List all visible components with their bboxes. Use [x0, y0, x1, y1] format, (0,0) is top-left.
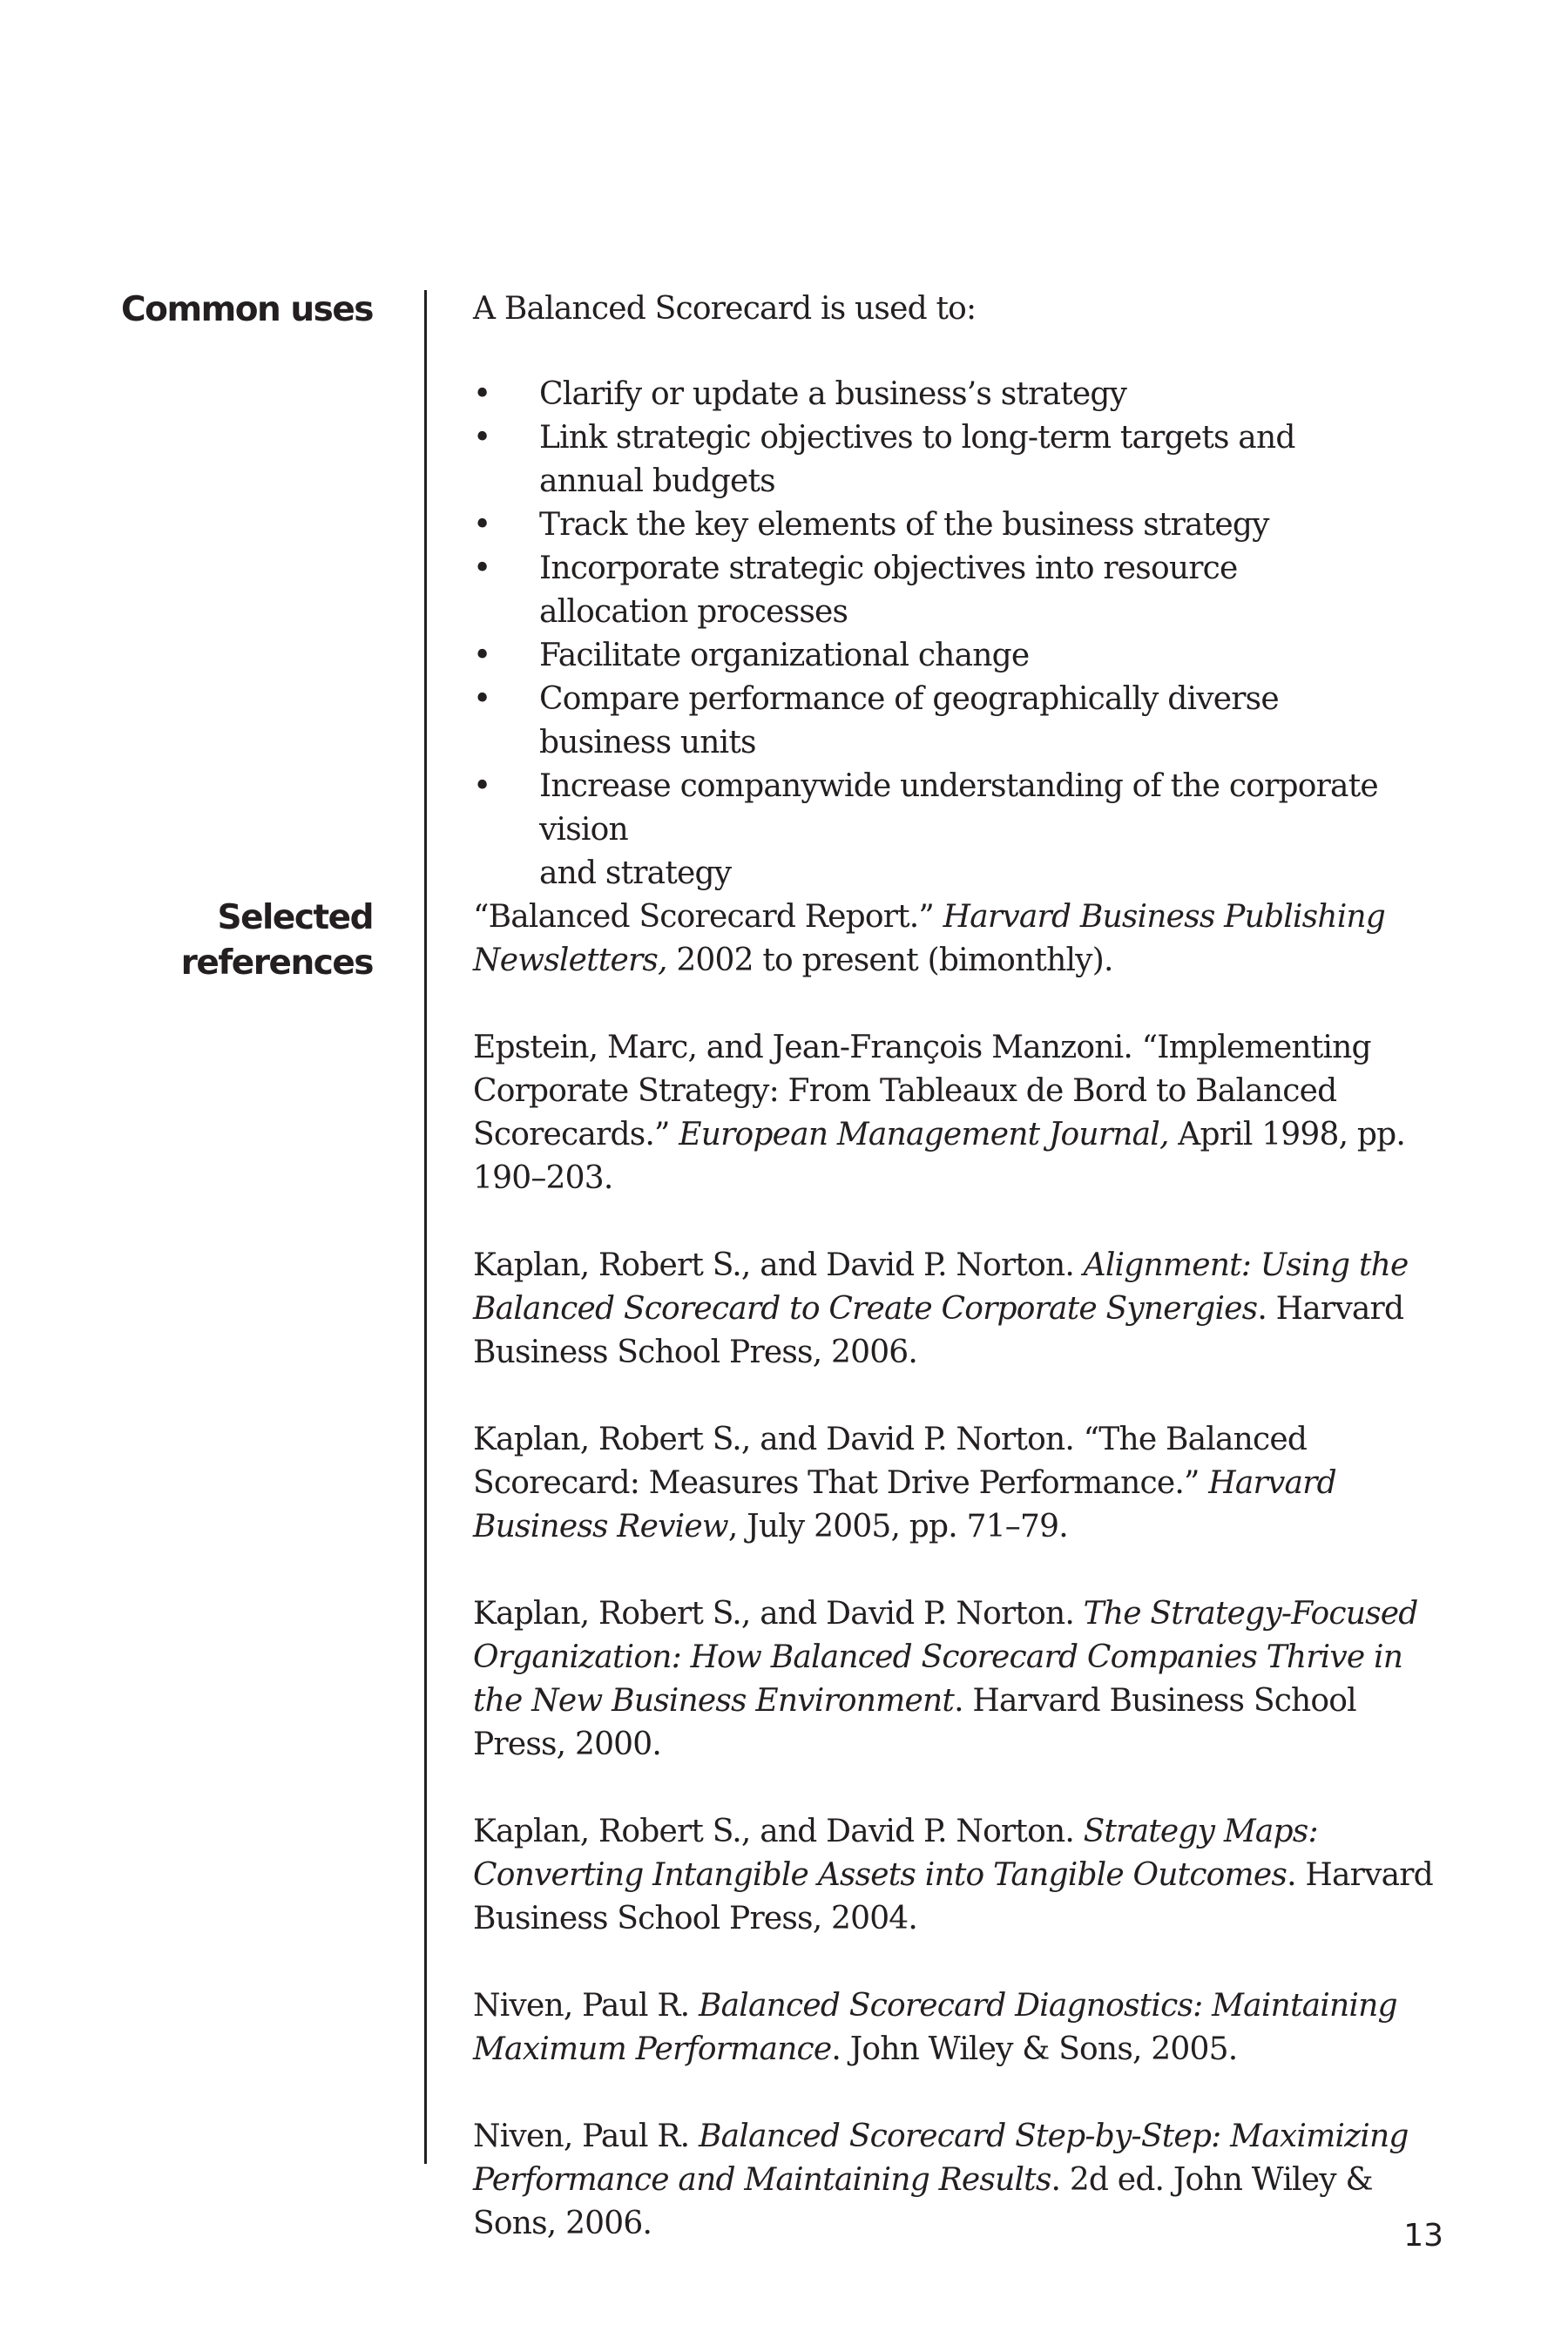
list-item — [473, 547, 1444, 634]
reference-title: Strategy Maps: Converting Intangible Assets into Tangible Outcomes — [473, 1814, 1318, 1893]
selected-references-heading-line1: Selected — [217, 898, 373, 937]
list-item — [473, 373, 1444, 416]
reference-title: Harvard Business Publishing Newsletters, — [473, 899, 1386, 978]
references-list — [473, 896, 1444, 2289]
common-uses-intro: A Balanced Scorecard is used to: — [473, 291, 977, 327]
bullet-icon: • — [473, 376, 491, 412]
reference-title: European Management Journal, — [679, 1117, 1169, 1152]
list-item — [473, 678, 1444, 765]
reference-suffix: . 2d ed. John Wiley & Sons, 2006. — [473, 2162, 1373, 2241]
selected-references-heading — [85, 896, 373, 986]
bullet-icon: • — [473, 681, 491, 717]
bullet-icon: • — [473, 768, 491, 804]
reference-entry — [473, 896, 1444, 983]
page-number: 13 — [1403, 2218, 1443, 2254]
list-item-text: Clarify or update a business’s strategy — [539, 376, 1127, 412]
reference-suffix: . Harvard Business School Press, 2000. — [473, 1683, 1356, 1762]
common-uses-heading-text: Common uses — [121, 290, 373, 329]
reference-entry — [473, 1984, 1444, 2072]
list-item-text: Facilitate organizational change — [539, 638, 1030, 673]
list-item-text-continued: business units — [539, 725, 756, 760]
reference-entry — [473, 1592, 1444, 1767]
common-uses-heading — [85, 287, 373, 333]
list-item-text-continued: allocation processes — [539, 594, 848, 630]
reference-suffix: April 1998, pp. 190–203. — [473, 1117, 1406, 1196]
reference-title: Balanced Scorecard Diagnostics: Maintaining Maximum Performance — [473, 1988, 1397, 2067]
reference-entry — [473, 1244, 1444, 1375]
list-item-text: Incorporate strategic objectives into resource — [539, 551, 1238, 586]
reference-prefix: Kaplan, Robert S., and David P. Norton. — [473, 1247, 1084, 1283]
list-item-text-continued: and strategy — [539, 855, 732, 891]
list-item — [473, 634, 1444, 678]
selected-references-heading-line2: references — [180, 943, 373, 983]
reference-suffix: 2002 to present (bimonthly). — [666, 943, 1113, 978]
reference-prefix: Kaplan, Robert S., and David P. Norton. — [473, 1596, 1084, 1632]
reference-prefix: Kaplan, Robert S., and David P. Norton. — [473, 1814, 1084, 1849]
list-item-text: Track the key elements of the business strategy — [539, 507, 1269, 543]
vertical-divider — [424, 290, 427, 2164]
reference-entry — [473, 1026, 1444, 1200]
list-item-text-continued: annual budgets — [539, 463, 775, 499]
reference-prefix: Epstein, Marc, and Jean-François Manzoni. “Implementing Corporate Strategy: From Tableaux de Bord to Balanced Scorecards.” — [473, 1030, 1371, 1152]
list-item — [473, 765, 1444, 896]
bullet-icon: • — [473, 507, 491, 543]
reference-prefix: Kaplan, Robert S., and David P. Norton. “The Balanced Scorecard: Measures That Drive Performance.” — [473, 1422, 1308, 1501]
reference-suffix: . John Wiley & Sons, 2005. — [831, 2031, 1238, 2067]
bullet-icon: • — [473, 420, 491, 456]
common-uses-list — [473, 373, 1444, 896]
bullet-icon: • — [473, 551, 491, 586]
reference-suffix: , July 2005, pp. 71–79. — [727, 1509, 1068, 1544]
bullet-icon: • — [473, 638, 491, 673]
reference-suffix: . Harvard Business School Press, 2006. — [473, 1291, 1404, 1370]
reference-prefix: “Balanced Scorecard Report.” — [473, 899, 943, 935]
reference-title: The Strategy-Focused Organization: How Balanced Scorecard Companies Thrive in the New Business Environment — [473, 1596, 1418, 1719]
reference-entry — [473, 1810, 1444, 1941]
list-item — [473, 504, 1444, 547]
list-item-text: Compare performance of geographically diverse — [539, 681, 1279, 717]
reference-entry — [473, 2115, 1444, 2246]
list-item-text: Link strategic objectives to long-term targets and — [539, 420, 1295, 456]
list-item — [473, 416, 1444, 504]
reference-title: Harvard Business Review — [473, 1465, 1336, 1544]
reference-prefix: Niven, Paul R. — [473, 1988, 699, 2024]
reference-title: Alignment: Using the Balanced Scorecard to Create Corporate Synergies — [473, 1247, 1409, 1327]
reference-prefix: Niven, Paul R. — [473, 2119, 699, 2154]
reference-suffix: . Harvard Business School Press, 2004. — [473, 1857, 1433, 1936]
reference-title: Balanced Scorecard Step-by-Step: Maximizing Performance and Maintaining Results — [473, 2119, 1409, 2198]
list-item-text: Increase companywide understanding of the corporate vision — [539, 768, 1378, 848]
reference-entry — [473, 1418, 1444, 1549]
